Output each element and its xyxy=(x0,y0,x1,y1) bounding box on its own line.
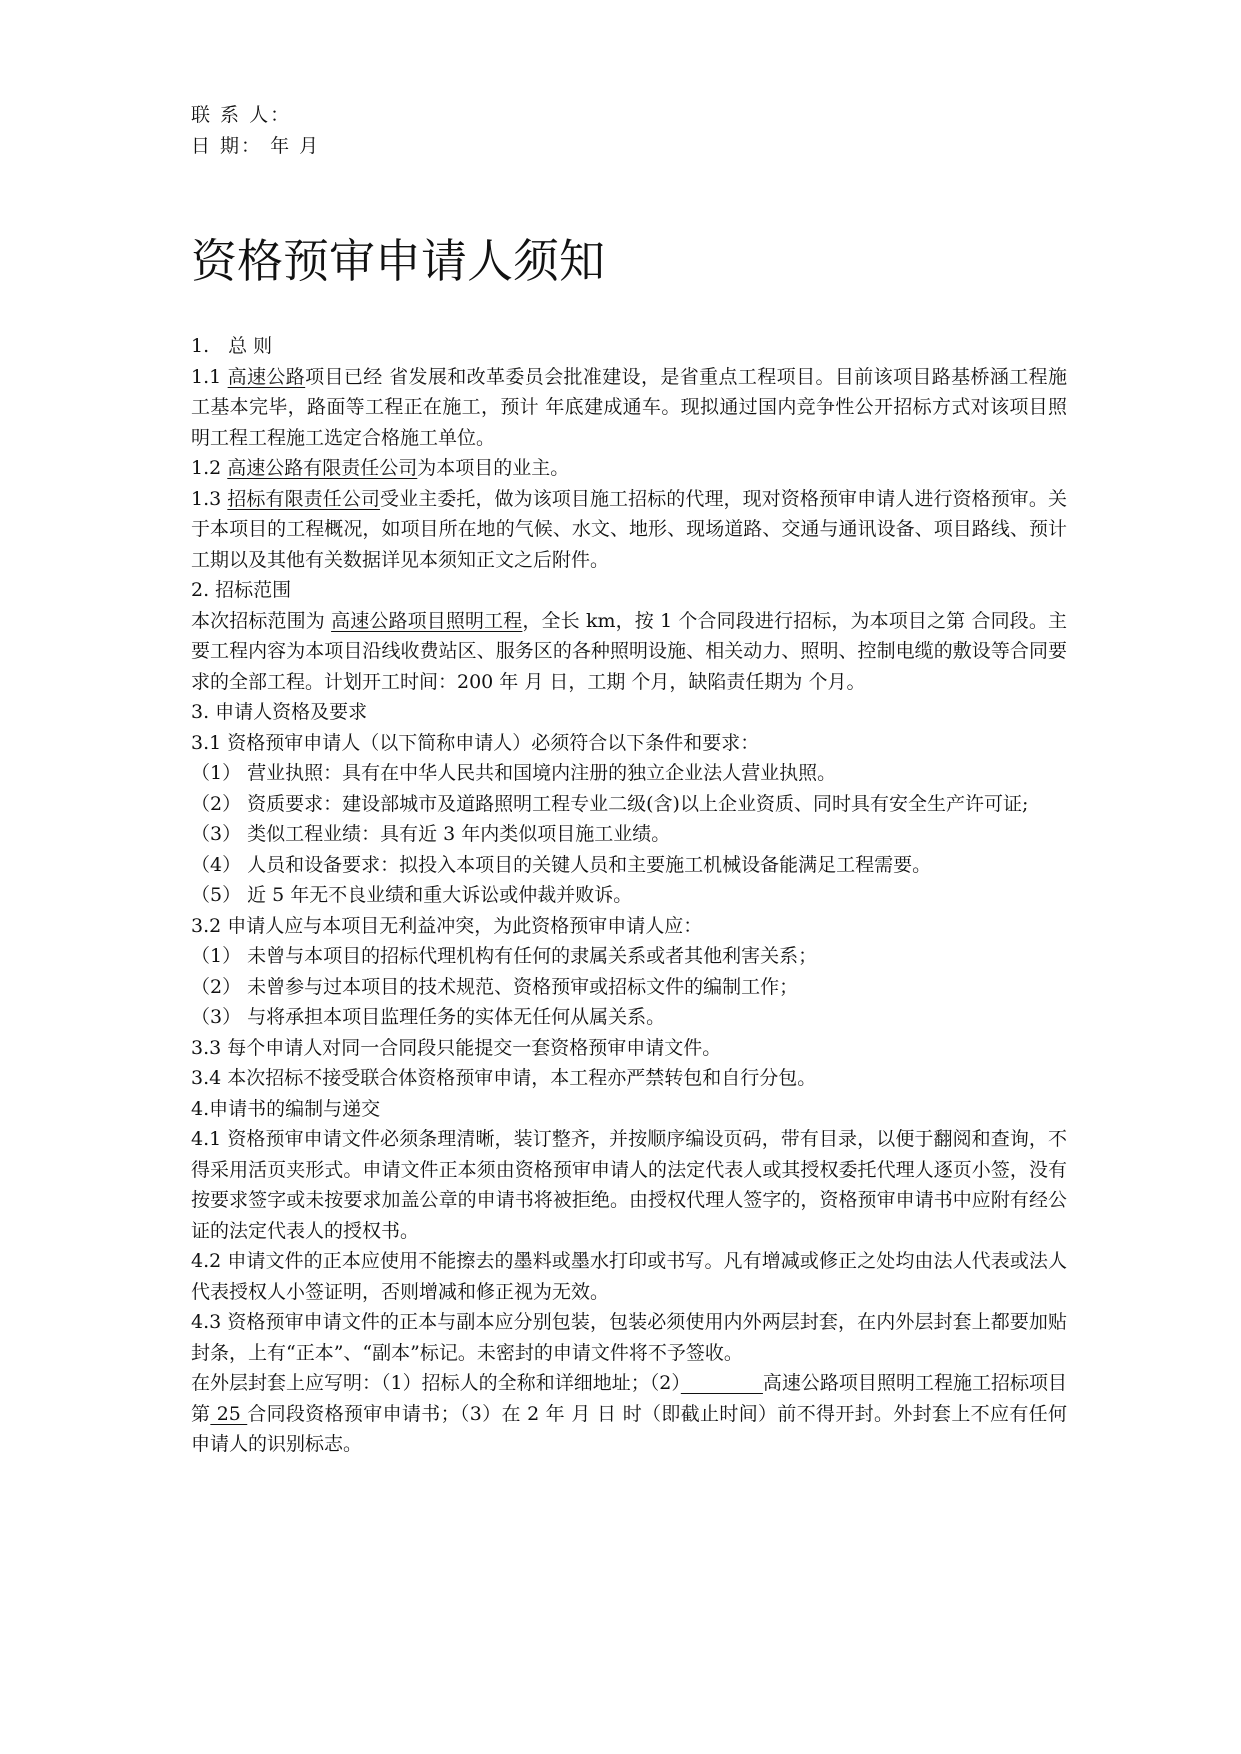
paragraph-text: 为本项目的业主。 xyxy=(417,457,570,479)
paragraph-number: 1.3 xyxy=(191,487,228,510)
list-item: （3） 与将承担本项目监理任务的实体无任何从属关系。 xyxy=(191,1006,666,1028)
page-title: 资格预审申请人须知 xyxy=(191,234,605,288)
paragraph-text: 项目已经 省发展和改革委员会批准建设，是省重点工程项目。目前该项目路基桥涵工程施工基本完毕，路面等工程正在施工，预计 年底建成通车。现拟通过国内竞争性公开招标方式对该项目照明工程工程施工选定合格施工单位。 xyxy=(191,365,1067,449)
paragraph-number: 1.2 xyxy=(191,457,228,479)
underlined-lot-number: 25 xyxy=(210,1402,248,1425)
underlined-owner-name: 高速公路有限责任公司 xyxy=(227,457,418,479)
paragraph-text: 在外层封套上应写明：（1）招标人的全称和详细地址；（2） xyxy=(191,1372,681,1394)
paragraph-3-3: 3.3 每个申请人对同一合同段只能提交一套资格预审申请文件。 xyxy=(191,1036,722,1059)
list-item: （1） 营业执照：具有在中华人民共和国境内注册的独立企业法人营业执照。 xyxy=(191,762,837,784)
paragraph-text: 合同段资格预审申请书；（3）在 2 年 月 日 时（即截止时间）前不得开封。外封套上不应有任何申请人的识别标志。 xyxy=(191,1402,1067,1455)
paragraph-text: ，全长 km，按 1 个合同段进行招标，为本项目之第 合同段。主要工程内容为本项目沿线收费站区、服务区的各种照明设施、相关动力、照明、控制电缆的敷设等合同要求的全部工程。计划开工时间：200 年 月 日，工期 个月，缺陷责任期为 个月。 xyxy=(191,609,1067,693)
paragraph-3-1: 3.1 资格预审申请人（以下简称申请人）必须符合以下条件和要求： xyxy=(191,731,760,754)
section-3-heading: 3. 申请人资格及要求 xyxy=(191,701,368,723)
paragraph-3-4: 3.4 本次招标不接受联合体资格预审申请，本工程亦严禁转包和自行分包。 xyxy=(191,1067,817,1089)
paragraph-3-2: 3.2 申请人应与本项目无利益冲突，为此资格预审申请人应： xyxy=(191,914,703,937)
paragraph-number: 1.1 xyxy=(191,365,228,388)
paragraph-4-4 xyxy=(191,1368,1067,1460)
paragraph-2 xyxy=(191,606,1067,698)
blank-underline xyxy=(681,1372,763,1394)
section-1-heading: 1. 总 则 xyxy=(191,335,273,357)
date-line: 日 期： 年 月 xyxy=(191,134,321,157)
list-item: （4） 人员和设备要求：拟投入本项目的关键人员和主要施工机械设备能满足工程需要。 xyxy=(191,853,932,876)
list-item: （2） 未曾参与过本项目的技术规范、资格预审或招标文件的编制工作； xyxy=(191,975,799,998)
contact-person-line: 联 系 人： xyxy=(191,104,292,126)
paragraph-1-1 xyxy=(191,362,1067,454)
list-item: （2） 资质要求：建设部城市及道路照明工程专业二级(含)以上企业资质、同时具有安全生产许可证; xyxy=(191,792,1029,815)
paragraph-4-1: 4.1 资格预审申请文件必须条理清晰，装订整齐，并按顺序编设页码，带有目录，以便于翻阅和查询，不得采用活页夹形式。申请文件正本须由资格预审申请人的法定代表人或其授权委托代理人逐页小签，没有按要求签字或未按要求加盖公章的申请书将被拒绝。由授权代理人签字的，资格预审申请书中应附有经公证的法定代表人的授权书。 xyxy=(191,1128,1067,1242)
list-item: （5） 近 5 年无不良业绩和重大诉讼或仲裁并败诉。 xyxy=(191,884,633,906)
paragraph-text: 受业主委托，做为该项目施工招标的代理，现对资格预审申请人进行资格预审。关于本项目的工程概况，如项目所在地的气候、水文、地形、现场道路、交通与通讯设备、项目路线、预计工期以及其他有关数据详见本须知正文之后附件。 xyxy=(191,487,1067,571)
list-item: （3） 类似工程业绩：具有近 3 年内类似项目施工业绩。 xyxy=(191,823,671,845)
underlined-scope-name: 高速公路项目照明工程 xyxy=(331,609,523,632)
underlined-agency-name: 招标有限责任公司 xyxy=(227,487,381,510)
section-4-heading: 4.申请书的编制与递交 xyxy=(191,1097,381,1120)
list-item: （1） 未曾与本项目的招标代理机构有任何的隶属关系或者其他利害关系； xyxy=(191,945,818,967)
paragraph-text: 本次招标范围为 xyxy=(191,609,332,632)
document-body xyxy=(191,100,1067,1460)
paragraph-1-3 xyxy=(191,484,1067,576)
paragraph-4-3: 4.3 资格预审申请文件的正本与副本应分别包装，包装必须使用内外两层封套，在内外层封套上都要加贴封条，上有“正本”、“副本”标记。未密封的申请文件将不予签收。 xyxy=(191,1311,1067,1364)
underlined-project-name: 高速公路 xyxy=(227,365,306,388)
paragraph-1-2 xyxy=(191,453,1067,484)
paragraph-text: 高速公路项目照明工程施工招标项目第 xyxy=(191,1372,1067,1425)
paragraph-4-2: 4.2 申请文件的正本应使用不能擦去的墨料或墨水打印或书写。凡有增减或修正之处均由法人代表或法人代表授权人小签证明，否则增减和修正视为无效。 xyxy=(191,1250,1067,1303)
section-2-heading: 2. 招标范围 xyxy=(191,579,292,601)
